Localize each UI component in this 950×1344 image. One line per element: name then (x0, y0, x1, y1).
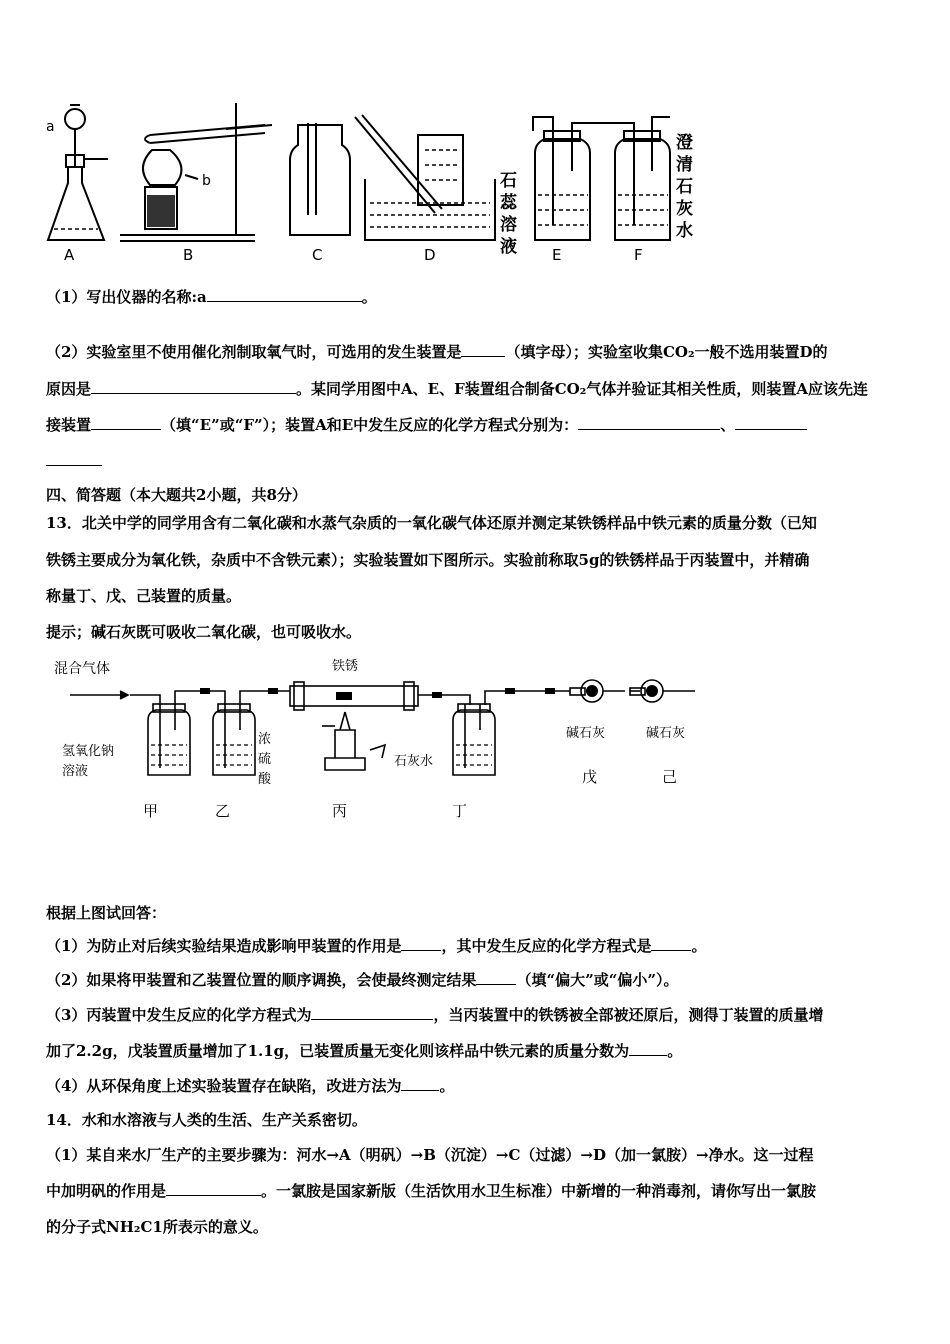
q12-part2-line2: 原因是 。某同学用图中A、E、F装置组合制备CO₂气体并验证其相关性质，则装置A应该先连 (46, 380, 868, 398)
apparatus-name-jia: 甲 (143, 802, 159, 820)
q13-intro-line1: 13．北关中学的同学用含有二氧化碳和水蒸气杂质的一氧化碳气体还原并测定某铁锈样品中铁元素的质量分数（已知 (46, 514, 817, 532)
apparatus-name-yi: 乙 (215, 802, 231, 820)
apparatus-figure-1 (40, 95, 710, 270)
acid-label: 浓 硫 酸 (258, 732, 272, 787)
q14-intro: 14．水和水溶液与人类的生活、生产关系密切。 (46, 1111, 367, 1129)
mixed-gas-label: 混合气体 (54, 661, 110, 677)
q14-part1-line1: （1）某自来水厂生产的主要步骤为：河水→A（明矾）→B（沉淀）→C（过滤）→D（加一氯胺）→净水。这一过程 (46, 1146, 814, 1164)
litmus-label: 石 蕊 溶 液 (500, 171, 517, 257)
q12-part1: （1）写出仪器的名称:a 。 (46, 288, 377, 306)
q13-answer-prompt: 根据上图试回答： (46, 904, 167, 922)
apparatus-name-wu: 戊 (582, 768, 598, 786)
apparatus-figure-2 (40, 650, 720, 825)
q13-part3-line1: （3）丙装置中发生反应的化学方程式为 ，当丙装置中的铁锈被全部被还原后，测得丁装置的质量增 (46, 1006, 824, 1024)
answer-blank[interactable] (578, 415, 720, 430)
q13-hint: 提示；碱石灰既可吸收二氧化碳，也可吸收水。 (46, 623, 362, 641)
q12-part2-line3: 接装置 （填“E”或“F”）；装置A和E中发生反应的化学方程式分别为： 、 (46, 414, 807, 435)
answer-blank[interactable] (311, 1005, 433, 1020)
label-apparatus-c: C (312, 246, 323, 264)
q13-part2: （2）如果将甲装置和乙装置位置的顺序调换，会使最终测定结果 （填“偏大”或“偏小”）。 (46, 971, 679, 989)
q13-intro-line2: 铁锈主要成分为氧化铁，杂质中不含铁元素）；实验装置如下图所示。实验前称取5g的铁锈样品于丙装置中，并精确 (46, 551, 810, 569)
rust-label: 铁锈 (332, 659, 359, 674)
apparatus-name-ding: 丁 (452, 802, 468, 820)
q13-part4: （4）从环保角度上述实验装置存在缺陷，改进方法为 。 (46, 1077, 455, 1095)
answer-blank[interactable] (629, 1041, 667, 1056)
answer-blank[interactable] (401, 1076, 439, 1091)
label-apparatus-b: B (183, 246, 194, 264)
answer-blank[interactable] (207, 287, 362, 302)
answer-blank[interactable] (476, 970, 516, 985)
limewater-label-2: 石灰水 (394, 754, 434, 769)
soda-lime-label-wu: 碱石灰 (566, 726, 606, 741)
q14-part1-line3: 的分子式NH₂C1所表示的意义。 (46, 1218, 268, 1236)
answer-blank[interactable] (91, 415, 161, 430)
naoh-label: 氢氧化钠 溶液 (62, 744, 115, 779)
q12-part2-line1: （2）实验室里不使用催化剂制取氧气时，可选用的发生装置是 （填字母）；实验室收集CO₂一般不选用装置D的 (46, 343, 828, 361)
section-heading: 四、简答题（本大题共2小题，共8分） (46, 486, 307, 504)
apparatus-name-ji: 己 (662, 768, 678, 786)
q13-part3-line2: 加了2.2g，戊装置质量增加了1.1g，已装置质量无变化则该样品中铁元素的质量分数为 。 (46, 1042, 683, 1060)
label-part-a: a (46, 119, 55, 135)
limewater-label: 澄 清 石 灰 水 (676, 133, 693, 241)
answer-blank-continuation[interactable] (46, 465, 102, 466)
answer-blank[interactable] (166, 1181, 261, 1196)
label-apparatus-d: D (424, 246, 436, 264)
label-apparatus-e: E (552, 246, 562, 264)
q13-part1: （1）为防止对后续实验结果造成影响甲装置的作用是 ，其中发生反应的化学方程式是 。 (46, 937, 707, 955)
answer-blank[interactable] (401, 936, 441, 951)
q14-part1-line2: 中加明矾的作用是 。一氯胺是国家新版（生活饮用水卫生标准）中新增的一种消毒剂，请你写出一氯胺 (46, 1182, 817, 1200)
label-apparatus-a: A (64, 246, 75, 264)
soda-lime-label-ji: 碱石灰 (646, 726, 686, 741)
answer-blank[interactable] (461, 342, 505, 357)
answer-blank[interactable] (735, 415, 807, 430)
q13-intro-line3: 称量丁、戊、己装置的质量。 (46, 587, 242, 605)
answer-blank[interactable] (651, 936, 691, 951)
answer-blank[interactable] (91, 379, 296, 394)
apparatus-name-bing: 丙 (332, 802, 348, 820)
label-part-b: b (202, 173, 211, 189)
label-apparatus-f: F (634, 246, 643, 264)
